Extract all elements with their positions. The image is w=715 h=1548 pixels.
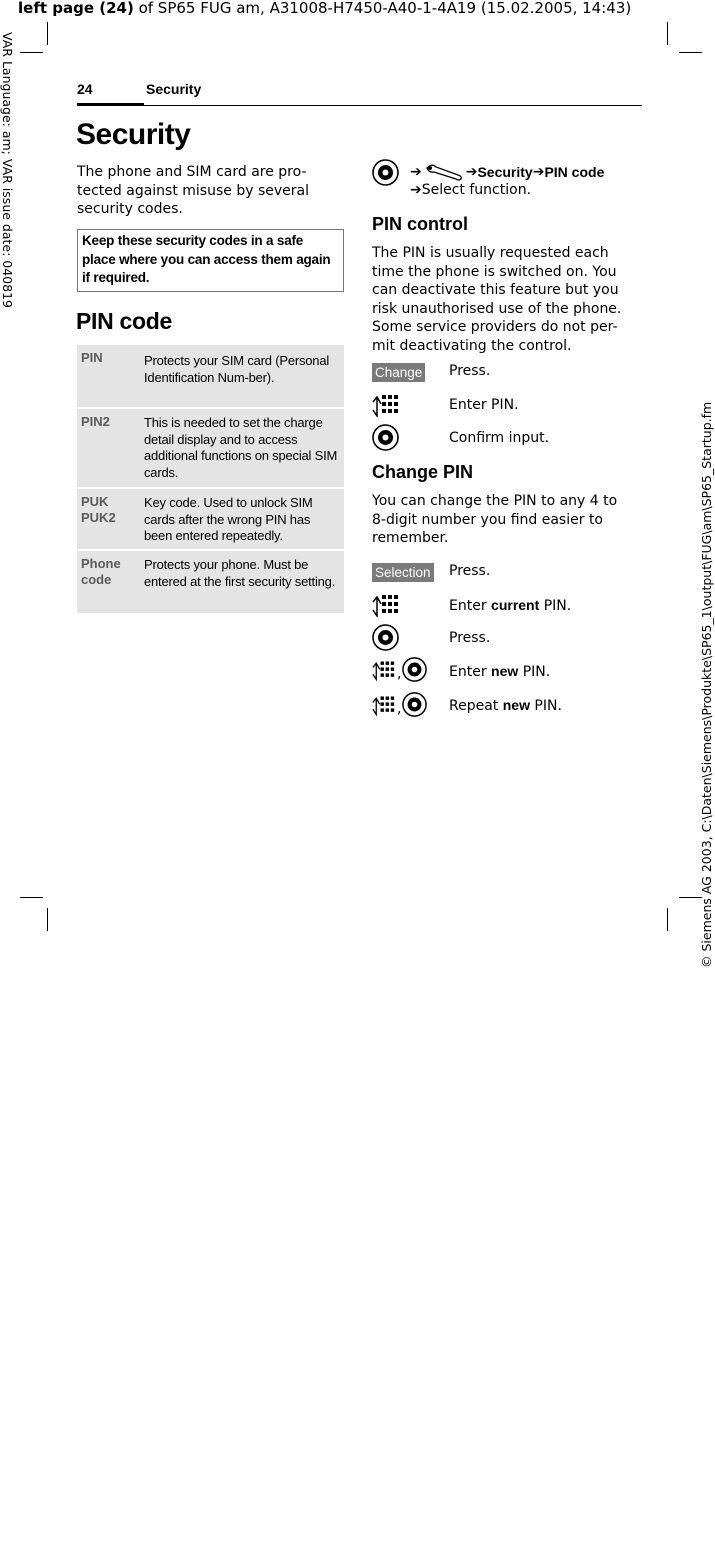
code-name: Phone code <box>81 556 121 587</box>
page-number: 24 <box>77 81 93 97</box>
keypad-icon <box>372 693 395 717</box>
arrow-icon: ➔ <box>410 182 422 198</box>
menu-item-security: Security <box>477 164 533 180</box>
running-section-title: Security <box>146 81 202 97</box>
arrow-icon: ➔ <box>532 164 545 180</box>
pin-control-text: The PIN is usually requested each time the phone is switched on. You can deactivate this feature but you risk unauthorised use of the phone. Some service providers do not per-mit deactivating the control. <box>372 245 622 354</box>
keypad-or-nav: , <box>372 692 427 717</box>
code-name: PUK PUK2 <box>81 494 116 525</box>
menu-item-pin-code: PIN code <box>544 164 605 180</box>
left-margin-note: VAR Language: am; VAR issue date: 040819 <box>0 32 15 308</box>
keypad-icon <box>372 393 399 417</box>
crop-mark <box>679 52 702 53</box>
note-box <box>77 229 344 292</box>
document-info: of SP65 FUG am, A31008-H7450-A40-1-4A19 (15.02.2005, 14:43) <box>133 0 632 17</box>
change-pin-text: You can change the PIN to any 4 to 8-digit number you find easier to remember. <box>372 493 618 546</box>
keypad-icon <box>372 593 399 617</box>
navigation-key-icon <box>372 624 399 651</box>
right-margin-note: © Siemens AG 2003, C:\Daten\Siemens\Produkte\SP65_1\output\FUG\am\SP65_Startup.fm <box>699 401 714 968</box>
code-name: PIN <box>81 350 103 365</box>
step-text: Press. <box>449 563 491 579</box>
navigation-key-icon <box>372 159 399 186</box>
navigation-key-icon <box>402 692 427 717</box>
step-text: Repeat new PIN. <box>449 697 562 714</box>
step-text: Confirm input. <box>449 430 550 446</box>
header-rule <box>144 105 642 106</box>
document-header <box>18 0 631 17</box>
navigation-key-icon <box>402 657 427 682</box>
code-name: PIN2 <box>81 414 110 429</box>
crop-mark <box>667 908 668 931</box>
intro-text: The phone and SIM card are pro-tected against misuse by several security codes. <box>77 164 309 217</box>
pin-code-table <box>77 345 344 615</box>
arrow-icon: ➔ <box>465 164 478 180</box>
keypad-or-nav: , <box>372 657 427 682</box>
pin-code-heading: PIN code <box>76 308 173 334</box>
crop-mark <box>47 908 48 931</box>
table-row <box>77 489 344 551</box>
page-label: left page (24) <box>18 0 134 17</box>
table-row <box>77 551 344 615</box>
crop-mark <box>20 897 43 898</box>
pin-control-heading: PIN control <box>372 214 469 234</box>
crop-mark <box>47 22 48 45</box>
step-text: Enter new PIN. <box>449 663 551 680</box>
step-text: Enter current PIN. <box>449 597 572 614</box>
code-description: Protects your phone. Must be entered at the first security setting. <box>144 557 336 589</box>
step-text: Press. <box>449 363 491 379</box>
header-rule-thick <box>77 103 144 106</box>
select-function: ➔Select function. <box>410 182 532 198</box>
keypad-icon <box>372 658 395 682</box>
code-description: Key code. Used to unlock SIM cards after the wrong PIN has been entered repeatedly. <box>144 495 313 543</box>
crop-mark <box>20 52 43 53</box>
table-row <box>77 345 344 409</box>
softkey-change: Change <box>372 362 425 382</box>
wrench-settings-icon <box>424 162 464 182</box>
step-text: Enter PIN. <box>449 397 519 413</box>
arrow-icon: ➔ <box>410 164 422 180</box>
softkey-selection: Selection <box>372 562 434 582</box>
code-description: This is needed to set the charge detail display and to access additional functions on special SIM cards. <box>144 415 338 480</box>
note-text: Keep these security codes in a safe place where you can access them again if required. <box>82 233 331 285</box>
step-text: Press. <box>449 630 491 646</box>
crop-mark <box>667 22 668 45</box>
navigation-key-icon <box>372 424 399 451</box>
change-pin-heading: Change PIN <box>372 462 474 482</box>
table-row <box>77 409 344 489</box>
code-description: Protects your SIM card (Personal Identification Num-ber). <box>144 353 330 385</box>
page-title: Security <box>76 118 191 151</box>
menu-path <box>410 162 604 182</box>
